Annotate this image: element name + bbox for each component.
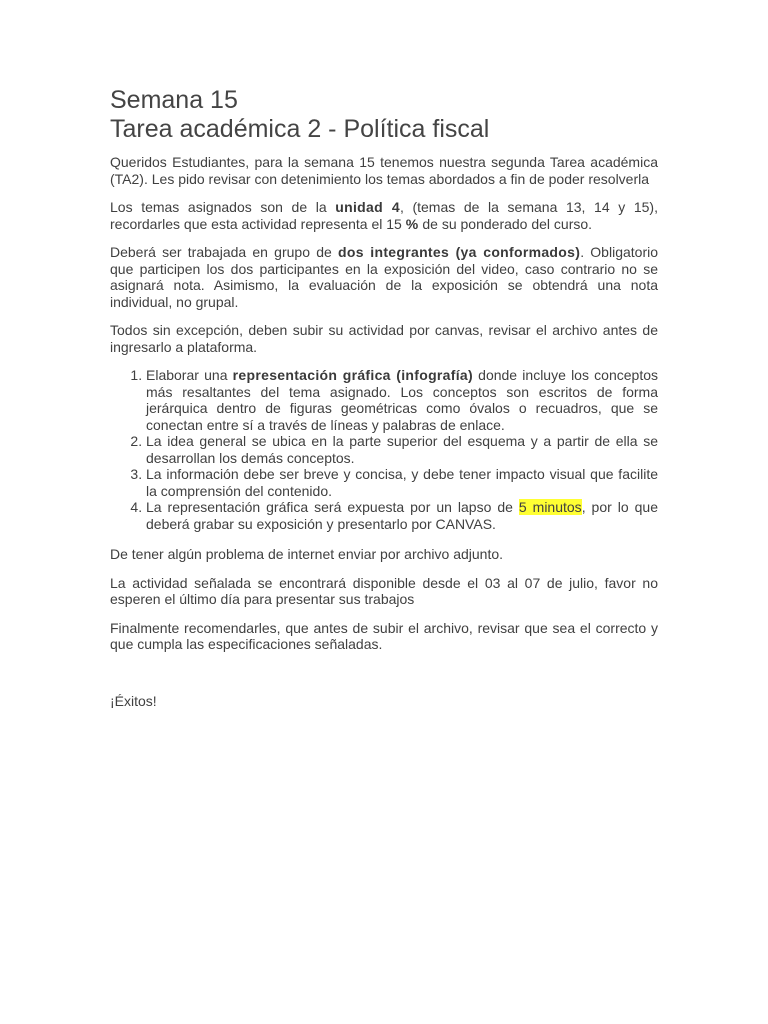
grupo-text-pre: Deberá ser trabajada en grupo de <box>110 244 338 260</box>
task-list <box>110 367 658 532</box>
canvas-paragraph: Todos sin excepción, deben subir su actividad por canvas, revisar el archivo antes de ingresarlo a plataforma. <box>110 322 658 355</box>
item4-text-post: , por lo que deberá grabar su exposición y presentarlo por CANVAS. <box>146 499 658 532</box>
temas-text-post: de su ponderado del curso. <box>418 215 593 232</box>
item1-text-pre: Elaborar una <box>146 367 233 383</box>
temas-text-mid: , (temas de la semana 13, 14 y 15), recordarles que esta actividad representa el 15 <box>110 199 658 232</box>
item4-text-pre: La representación gráfica será expuesta por un lapso de <box>146 499 519 515</box>
grupo-text-post: . Obligatorio que participen los dos participantes en la exposición del video, caso contrario no se asignará nota. Asimismo, la evaluación de la exposición se obtendrá una nota individual, no grupal. <box>110 244 658 310</box>
list-item: 2. La idea general se ubica en la parte superior del esquema y a partir de ella se desarrollan los demás conceptos. <box>146 433 658 466</box>
document-page <box>110 86 658 721</box>
document-body <box>110 154 658 709</box>
temas-paragraph <box>110 199 658 232</box>
list-item <box>146 367 658 433</box>
temas-percent-bold: % <box>405 215 419 232</box>
intro-paragraph: Queridos Estudiantes, para la semana 15 tenemos nuestra segunda Tarea académica (TA2). Les pido revisar con detenimiento los temas abordados a fin de poder resolverla <box>110 154 658 187</box>
item1-bold: representación gráfica (infografía) <box>232 367 473 383</box>
spacer <box>110 665 658 693</box>
internet-paragraph: De tener algún problema de internet enviar por archivo adjunto. <box>110 546 504 562</box>
highlighted-duration: 5 minutos <box>518 499 582 515</box>
page-title-week: Semana 15 <box>110 86 238 114</box>
list-item <box>146 499 658 532</box>
temas-text-pre: Los temas asignados son de la <box>110 199 336 215</box>
page-title-assignment: Tarea académica 2 - Política fiscal <box>110 115 490 143</box>
availability-paragraph: La actividad señalada se encontrará disponible desde el 03 al 07 de julio, favor no esperen el último día para presentar sus trabajos <box>110 574 658 607</box>
list-item: 3. La información debe ser breve y concisa, y debe tener impacto visual que facilite la comprensión del contenido. <box>146 466 658 499</box>
temas-unit-bold: unidad 4 <box>335 199 400 215</box>
grupo-paragraph <box>110 244 658 310</box>
final-paragraph: Finalmente recomendarles, que antes de subir el archivo, revisar que sea el correcto y que cumpla las especificaciones señaladas. <box>110 619 658 652</box>
closing-text: ¡Éxitos! <box>110 692 157 709</box>
item1-text-post: donde incluye los conceptos más resaltantes del tema asignado. Los conceptos son escritos de forma jerárquica dentro de figuras geométricas como óvalos o recuadros, que se conectan entre sí a través de líneas y palabras de enlace. <box>146 367 658 433</box>
grupo-members-bold: dos integrantes (ya conformados) <box>338 244 581 260</box>
